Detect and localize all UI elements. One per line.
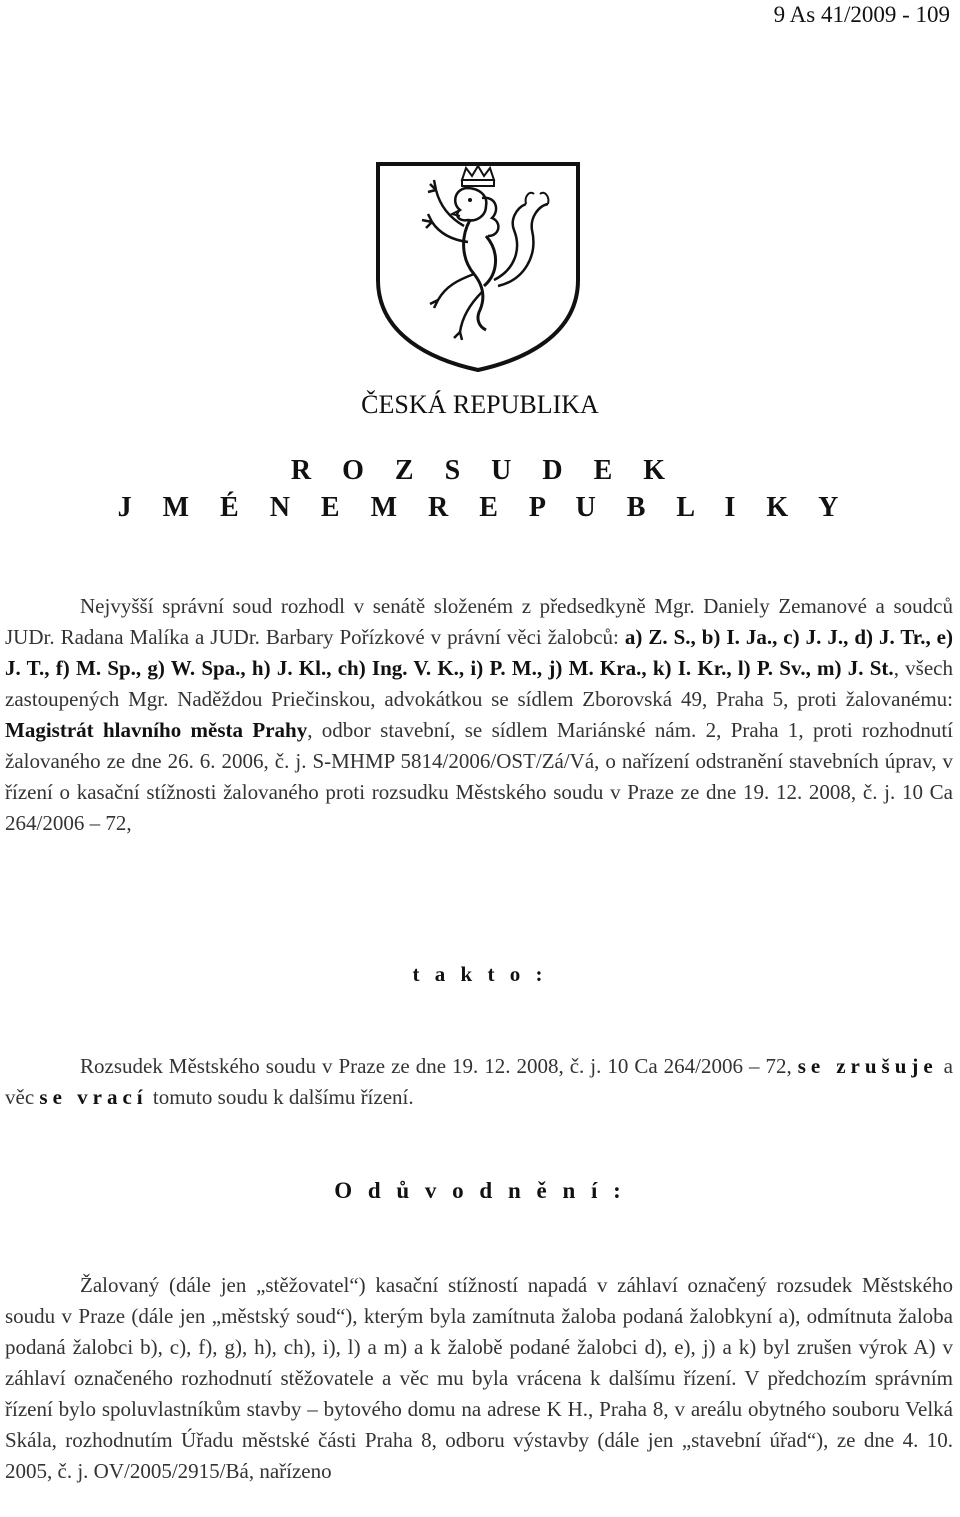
country-name: ČESKÁ REPUBLIKA — [361, 390, 599, 419]
plaintiffs-list: a) Z. S., b) I. Ja., c) J. J., d) J. Tr., e) J. T., f) M. Sp., g) W. Spa., h) J. Kl., ch) Ing. V. K., i) P. M., j) M. Kra., k) I. Kr., l) P. Sv., m) J. St. — [5, 625, 953, 680]
reasons-paragraph: Žalovaný (dále jen „stěžovatel“) kasační stížností napadá v záhlaví označený rozsudek Městského soudu v Praze (dále jen „městský soud“), kterým byla zamítnuta žaloba podaná žalobkyní a), odmítnuta žaloba podaná žalobci b), c), f), g), h), ch), i), l) a m) a k žalobě podané žalobci d), e), j) a k) byl zrušen výrok A) v záhlaví označeného rozhodnutí stěžovatele a věc mu byla vrácena k dalšímu řízení. V předchozím správním řízení bylo spoluvlastníkům stavby – bytového domu na adrese K H., Praha 8, v areálu obytného souboru Velká Skála, rozhodnutím Úřadu městské části Praha 8, odboru výstavby (dále jen „stavební úřad“), ze dne 4. 10. 2005, č. j. OV/2005/2915/Bá, nařízeno — [5, 1273, 953, 1483]
in-the-name-heading: J M É N E M R E P U B L I K Y — [117, 492, 843, 523]
czech-lion-coat-of-arms-icon — [374, 160, 582, 372]
disposition-text-1: Rozsudek Městského soudu v Praze ze dne 19. 12. 2008, č. j. 10 Ca 264/2006 – 72, — [80, 1054, 798, 1078]
defendant-name: Magistrát hlavního města Prahy — [5, 718, 308, 742]
reasons-heading: O d ů v o d n ě n í : — [334, 1178, 626, 1203]
disposition-paragraph — [5, 1051, 953, 1113]
intro-text-3: , odbor stavební, se sídlem Mariánské nám. 2, Praha 1, proti rozhodnutí žalovaného ze dne 26. 6. 2006, č. j. S-MHMP 5814/2006/OST/Zá/Vá, o nařízení odstranění stavebních úprav, v řízení o kasační stížnosti žalovaného proti rozsudku Městského soudu v Praze ze dne 19. 12. 2008, č. j. 10 Ca 264/2006 – 72, — [5, 718, 953, 835]
disposition-text-2: a věc — [5, 1054, 953, 1109]
intro-text-2: , všech zastoupených Mgr. Naděždou Priečinskou, advokátkou se sídlem Zborovská 49, Praha 5, proti žalovanému: — [5, 656, 953, 711]
intro-paragraph — [5, 591, 953, 839]
annul-phrase: se zrušuje — [797, 1054, 938, 1078]
takto-heading: t a k t o : — [412, 962, 548, 986]
intro-text-1: Nejvyšší správní soud rozhodl v senátě složeném z předsedkyně Mgr. Daniely Zemanové a soudců JUDr. Radana Malíka a JUDr. Barbary Pořízkové v právní věci žalobců: — [5, 594, 953, 649]
disposition-text-3: tomuto soudu k dalšímu řízení. — [147, 1085, 414, 1109]
return-phrase: se vrací — [39, 1085, 148, 1109]
verdict-title: R O Z S U D E K — [290, 455, 670, 486]
file-reference: 9 As 41/2009 - 109 — [773, 2, 950, 27]
